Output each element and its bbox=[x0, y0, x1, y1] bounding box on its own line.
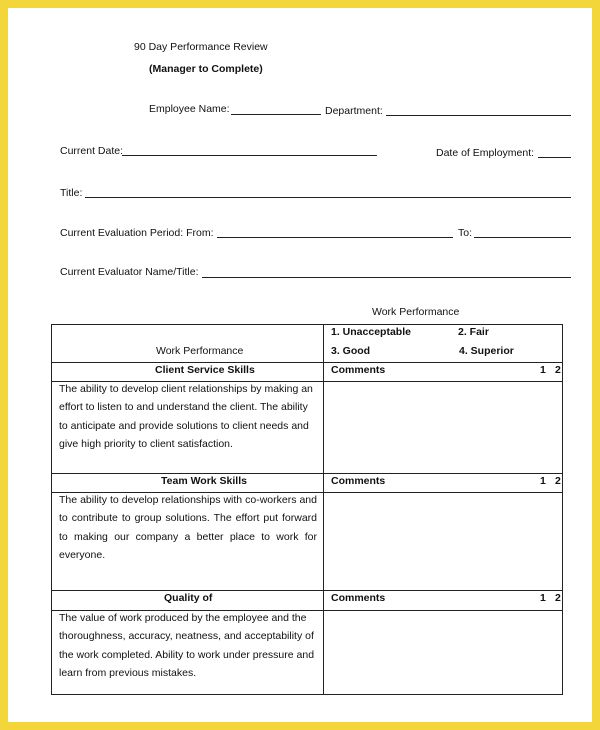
department-label: Department: bbox=[325, 105, 383, 117]
section-description: The ability to develop client relationships by making an effort to listen to and understand the client. The ability to anticipate and provide solutions to client needs and give high priority to client satisfaction. bbox=[59, 383, 313, 450]
evaluation-to-label: To: bbox=[458, 227, 473, 239]
table-header-work-performance: Work Performance bbox=[156, 345, 244, 357]
employee-name-field[interactable] bbox=[231, 114, 321, 115]
rating-3: 3. Good bbox=[331, 345, 371, 357]
evaluation-period-label: Current Evaluation Period: From: bbox=[60, 227, 214, 239]
title-field[interactable] bbox=[85, 197, 571, 198]
date-of-employment-field[interactable] bbox=[538, 157, 571, 158]
date-of-employment-label: Date of Employment: bbox=[436, 147, 535, 159]
score-2: 2 bbox=[555, 475, 561, 487]
title-label: Title: bbox=[60, 187, 83, 199]
row-divider bbox=[52, 473, 562, 474]
score-1: 1 bbox=[540, 475, 546, 487]
evaluator-field[interactable] bbox=[202, 277, 571, 278]
row-divider bbox=[52, 362, 562, 363]
comments-box[interactable] bbox=[324, 493, 561, 590]
table-caption: Work Performance bbox=[372, 306, 460, 318]
comments-label: Comments bbox=[331, 364, 386, 376]
section-description: The value of work produced by the employee and the thoroughness, accuracy, neatness, and acceptability of the work completed. Ability to work under pressure and learn from previous mistakes. bbox=[59, 612, 315, 679]
current-date-label: Current Date: bbox=[60, 145, 124, 157]
current-date-field[interactable] bbox=[122, 155, 377, 156]
evaluation-to-field[interactable] bbox=[474, 237, 571, 238]
score-2: 2 bbox=[555, 592, 561, 604]
form-title: 90 Day Performance Review bbox=[134, 41, 268, 53]
score-2: 2 bbox=[555, 364, 561, 376]
score-1: 1 bbox=[540, 592, 546, 604]
department-field[interactable] bbox=[386, 115, 571, 116]
rating-1: 1. Unacceptable bbox=[331, 326, 411, 338]
form-subtitle: (Manager to Complete) bbox=[149, 63, 263, 75]
section-heading: Client Service Skills bbox=[155, 364, 255, 376]
rating-2: 2. Fair bbox=[458, 326, 489, 338]
rating-4: 4. Superior bbox=[459, 345, 514, 357]
evaluation-from-field[interactable] bbox=[217, 237, 453, 238]
section-heading: Quality of bbox=[164, 592, 213, 604]
comments-box[interactable] bbox=[324, 611, 561, 693]
comments-label: Comments bbox=[331, 475, 386, 487]
performance-table bbox=[51, 324, 563, 695]
section-heading: Team Work Skills bbox=[161, 475, 247, 487]
row-divider bbox=[52, 590, 562, 591]
comments-label: Comments bbox=[331, 592, 386, 604]
score-1: 1 bbox=[540, 364, 546, 376]
section-description: The ability to develop relationships with co-workers and to contribute to group solutions. The effort put forward to making our company a better place to work for everyone. bbox=[59, 494, 317, 561]
employee-name-label: Employee Name: bbox=[149, 103, 230, 115]
evaluator-label: Current Evaluator Name/Title: bbox=[60, 266, 199, 278]
comments-box[interactable] bbox=[324, 382, 561, 473]
review-form-page bbox=[8, 8, 592, 722]
